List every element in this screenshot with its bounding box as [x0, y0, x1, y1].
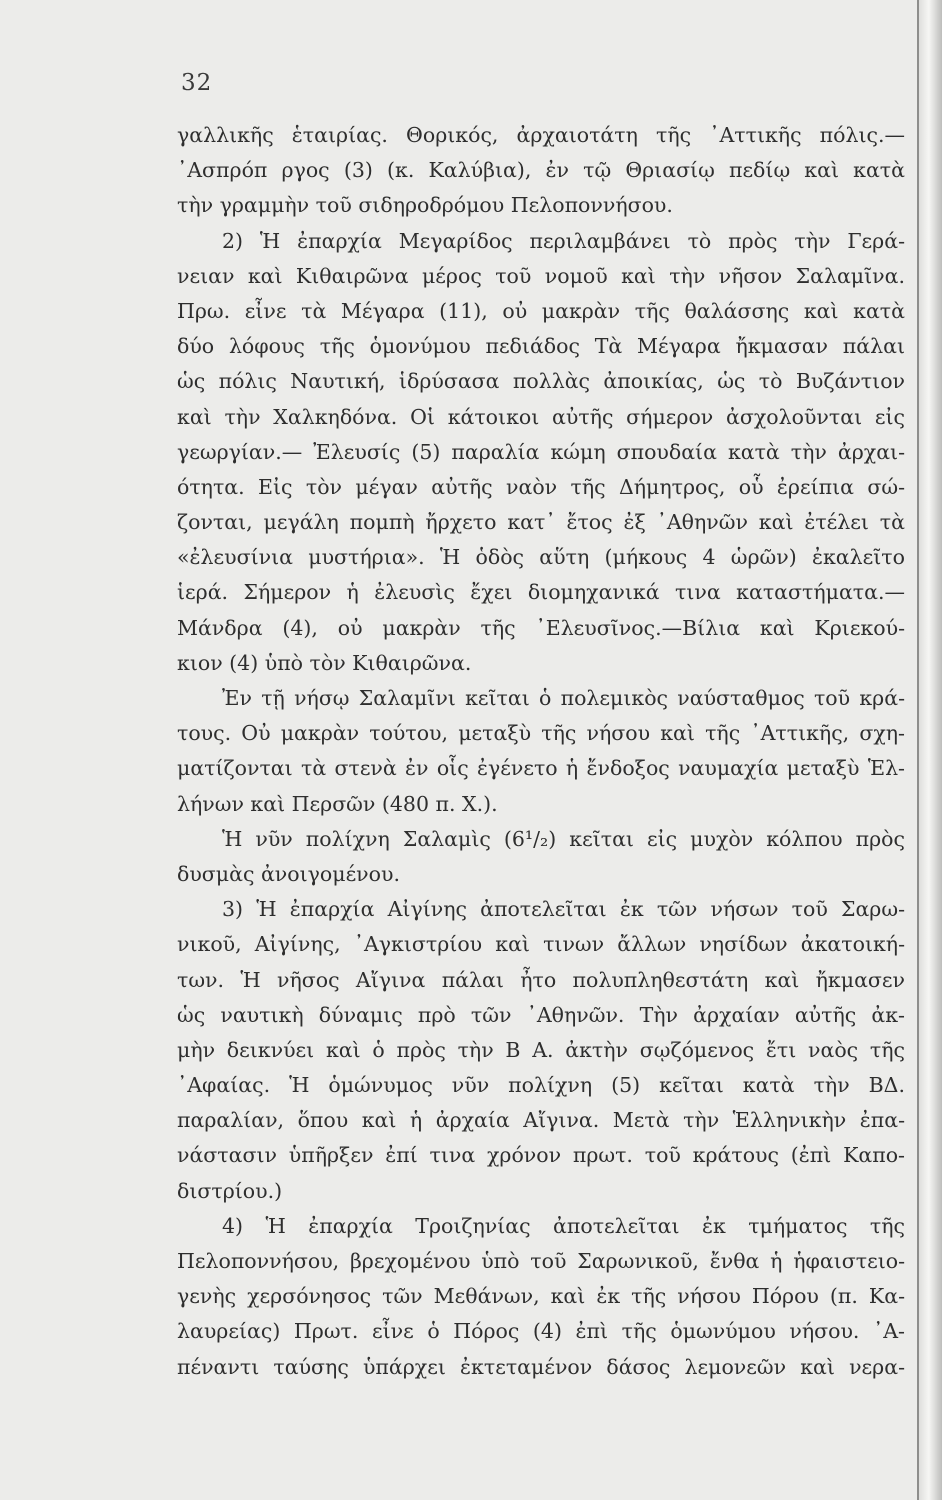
text-line: ότητα. Εἰς τὸν μέγαν αὐτῆς ναὸν τῆς Δήμητρος, οὗ ἐρείπια σώ- — [177, 474, 905, 499]
text-line: Μάνδρα (4), οὐ μακρὰν τῆς ᾿Ελευσῖνος.—Βίλια καὶ Κριεκού- — [177, 615, 905, 640]
text-line: δύο λόφους τῆς ὁμονύμου πεδιάδος Τὰ Μέγαρα ἤκμασαν πάλαι — [177, 334, 905, 359]
text-line: των. Ἡ νῆσος Αἴγινα πάλαι ἦτο πολυπληθεστάτη καὶ ἤκμασεν — [177, 967, 905, 992]
text-line: ᾿Αφαίας. Ἡ ὁμώνυμος νῦν πολίχνη (5) κεῖται κατὰ τὴν ΒΔ. — [177, 1073, 905, 1098]
text-line: ὡς πόλις Ναυτική, ἱδρύσασα πολλὰς ἀποικίας, ὡς τὸ Βυζάντιον — [177, 369, 905, 394]
text-line: λήνων καὶ Περσῶν (480 π. Χ.). — [177, 791, 498, 816]
text-line: τὴν γραμμὴν τοῦ σιδηροδρόμου Πελοποννήσου. — [177, 193, 673, 218]
body-text — [177, 118, 905, 1385]
text-line: Πρω. εἶνε τὰ Μέγαρα (11), οὐ μακρὰν τῆς θαλάσσης καὶ κατὰ — [177, 298, 905, 323]
text-line: πέναντι ταύσης ὑπάρχει ἐκτεταμένον δάσος λεμονεῶν καὶ νερα- — [177, 1354, 905, 1379]
text-line: ἱερά. Σήμερον ἡ ἐλευσὶς ἔχει διομηχανικά τινα καταστήματα.— — [177, 580, 905, 605]
text-line: 4) Ἡ ἐπαρχία Τροιζηνίας ἀποτελεῖται ἐκ τμήματος τῆς — [222, 1213, 905, 1238]
text-line: 2) Ἡ ἐπαρχία Μεγαρίδος περιλαμβάνει τὸ πρὸς τὴν Γερά- — [222, 228, 905, 253]
page-number: 32 — [181, 70, 213, 96]
text-line: παραλίαν, ὅπου καὶ ἡ ἀρχαία Αἴγινα. Μετὰ τὴν Ἑλληνικὴν ἐπα- — [177, 1108, 905, 1133]
text-line: Ἐν τῇ νήσῳ Σαλαμῖνι κεῖται ὁ πολεμικὸς ναύσταθμος τοῦ κρά- — [222, 686, 905, 710]
text-line: κιον (4) ὑπὸ τὸν Κιθαιρῶνα. — [177, 650, 472, 675]
page-edge-line — [917, 0, 919, 1500]
text-line: Πελοποννήσου, βρεχομένου ὑπὸ τοῦ Σαρωνικοῦ, ἔνθα ἡ ἡφαιστειο- — [177, 1249, 905, 1273]
text-line: μὴν δεικνύει καὶ ὁ πρὸς τὴν Β Α. ἀκτὴν σῳζόμενος ἔτι ναὸς τῆς — [177, 1037, 905, 1062]
text-line: «ἐλευσίνια μυστήρια». Ἡ ὁδὸς αὕτη (μήκους 4 ὡρῶν) ἐκαλεῖτο — [177, 545, 905, 570]
text-line: ᾿Ασπρόπ ργος (3) (κ. Καλύβια), ἐν τῷ Θριασίῳ πεδίῳ καὶ κατὰ — [177, 158, 905, 183]
text-line: γαλλικῆς ἑταιρίας. Θορικός, ἀρχαιοτάτη τῆς ᾿Αττικῆς πόλις.— — [177, 123, 905, 147]
text-line: ὡς ναυτικὴ δύναμις πρὸ τῶν ᾿Αθηνῶν. Τὴν ἀρχαίαν αὐτῆς ἀκ- — [177, 1002, 905, 1027]
text-line: ζονται, μεγάλη πομπὴ ἤρχετο κατ᾿ ἔτος ἐξ ᾿Αθηνῶν καὶ ἐτέλει τὰ — [177, 510, 905, 535]
page-edge — [918, 0, 942, 1500]
text-line: λαυρείας) Πρωτ. εἶνε ὁ Πόρος (4) ἐπὶ τῆς ὁμωνύμου νήσου. ᾿Α- — [177, 1319, 905, 1344]
text-line: καὶ τὴν Χαλκηδόνα. Οἱ κάτοικοι αὐτῆς σήμερον ἀσχολοῦνται εἰς — [177, 404, 905, 429]
text-line: ματίζονται τὰ στενὰ ἐν οἷς ἐγένετο ἡ ἔνδοξος ναυμαχία μεταξὺ Ἑλ- — [177, 756, 905, 781]
text-line: γεωργίαν.— Ἐλευσίς (5) παραλία κώμη σπουδαία κατὰ τὴν ἀρχαι- — [177, 439, 905, 464]
text-line: τους. Οὐ μακρὰν τούτου, μεταξὺ τῆς νήσου καὶ τῆς ᾿Αττικῆς, σχη- — [177, 721, 905, 746]
text-line: δυσμὰς ἀνοιγομένου. — [177, 861, 400, 886]
text-line: γενὴς χερσόνησος τῶν Μεθάνων, καὶ ἐκ τῆς νήσου Πόρου (π. Κα- — [177, 1284, 905, 1309]
text-line: 3) Ἡ ἐπαρχία Αἰγίνης ἀποτελεῖται ἐκ τῶν νήσων τοῦ Σαρω- — [222, 897, 905, 922]
text-line: νικοῦ, Αἰγίνης, ᾿Αγκιστρίου καὶ τινων ἄλλων νησίδων ἀκατοική- — [177, 932, 905, 957]
text-line: Ἡ νῦν πολίχνη Σαλαμὶς (6¹/₂) κεῖται εἰς μυχὸν κόλπου πρὸς — [222, 826, 905, 851]
text-line: νάστασιν ὑπῆρξεν ἐπί τινα χρόνον πρωτ. τοῦ κράτους (ἐπὶ Καπο- — [177, 1143, 905, 1168]
text-line: νειαν καὶ Κιθαιρῶνα μέρος τοῦ νομοῦ καὶ τὴν νῆσον Σαλαμῖνα. — [177, 263, 905, 288]
text-line: διστρίου.) — [177, 1178, 283, 1203]
